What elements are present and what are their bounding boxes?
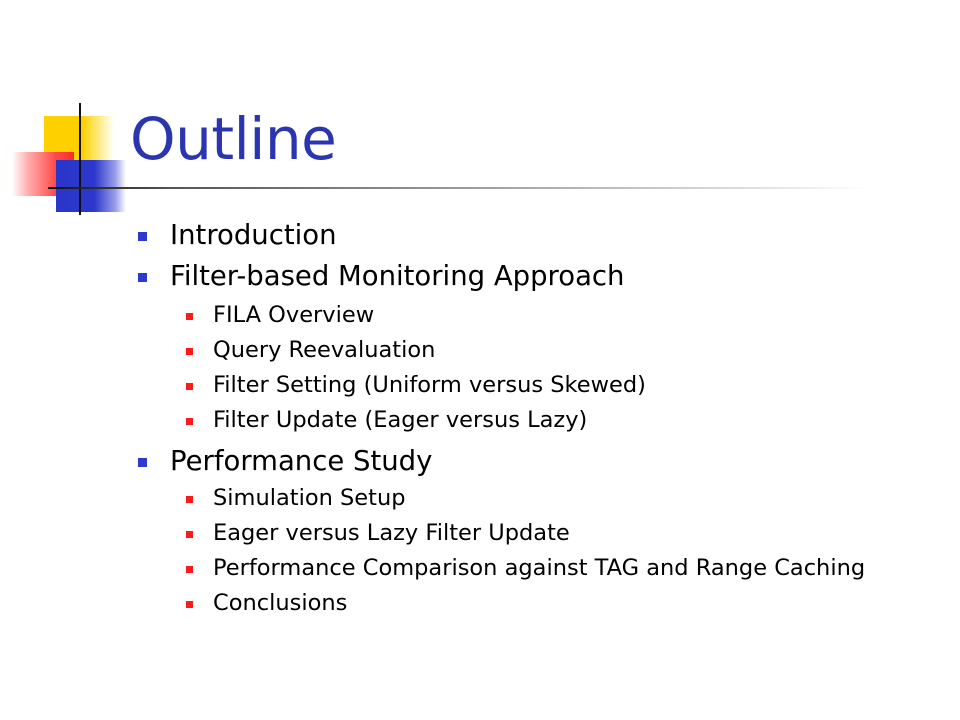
bullet-icon: [138, 273, 147, 282]
sub-bullet-icon: [186, 496, 193, 503]
outline-subitem: Conclusions: [213, 590, 348, 616]
outline-subitem: FILA Overview: [213, 302, 375, 328]
outline-subitem: Query Reevaluation: [213, 337, 436, 363]
outline-subitem: Simulation Setup: [213, 485, 406, 511]
sub-bullet-icon: [186, 313, 193, 320]
outline-subitem: Performance Comparison against TAG and Range Caching: [213, 555, 866, 581]
outline-item: Filter-based Monitoring Approach: [170, 260, 625, 292]
outline-item: Performance Study: [170, 445, 433, 477]
sub-bullet-icon: [186, 601, 193, 608]
sub-bullet-icon: [186, 531, 193, 538]
slide-title: Outline: [130, 105, 337, 173]
outline-item: Introduction: [170, 219, 337, 251]
bullet-icon: [138, 232, 147, 241]
outline-subitem: Filter Update (Eager versus Lazy): [213, 407, 588, 433]
sub-bullet-icon: [186, 418, 193, 425]
sub-bullet-icon: [186, 383, 193, 390]
outline-subitem: Eager versus Lazy Filter Update: [213, 520, 570, 546]
bullet-icon: [138, 458, 147, 467]
sub-bullet-icon: [186, 566, 193, 573]
sub-bullet-icon: [186, 348, 193, 355]
outline-subitem: Filter Setting (Uniform versus Skewed): [213, 372, 646, 398]
